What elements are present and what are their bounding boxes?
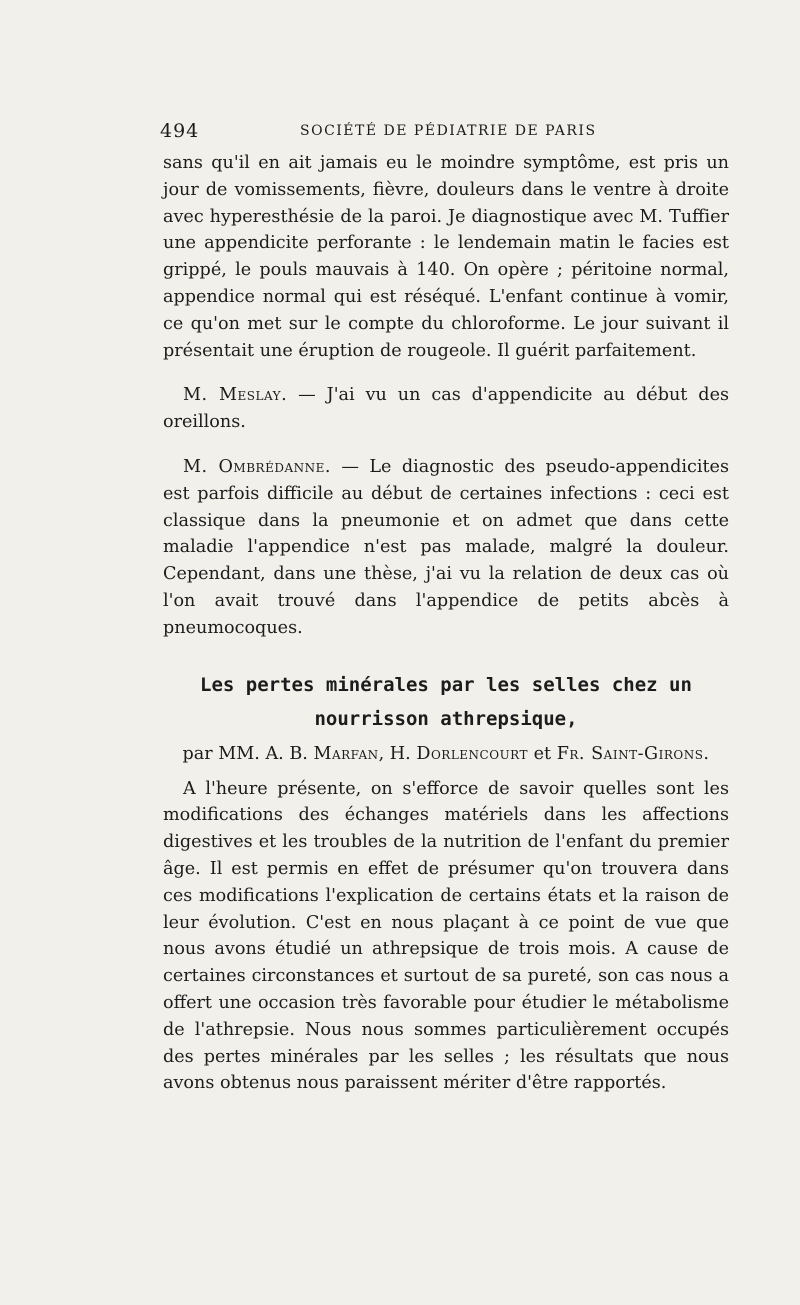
author-saint-girons: Fr. Saint-Girons. [556, 743, 710, 764]
speaker-meslay: M. Meslay. [183, 385, 288, 406]
authors-prefix: par MM. A. B. [182, 743, 308, 764]
ombredanne-remark: — Le diagnostic des pseudo-appendicites est parfois difficile au début de certaines infections : ceci est classique dans la pneumonie et on admet que dans cette maladie l'appendice n'est pas malade, malgré la douleur. Cependant, dans une thèse, j'ai vu la relation de deux cas où l'on avait trouvé dans l'appendice de petits abcès à pneumocoques. [163, 456, 729, 638]
page-header [160, 120, 736, 142]
paragraph-meslay [163, 382, 729, 436]
article-authors [163, 744, 729, 764]
authors-and: et [528, 743, 557, 764]
authors-sep: , H. [378, 743, 411, 764]
paragraph-ombredanne [163, 454, 729, 642]
speaker-ombredanne: M. Ombrédanne. [183, 456, 331, 477]
author-marfan: Marfan [313, 743, 379, 764]
article-title-line2: nourrisson athrepsique, [314, 707, 578, 730]
page-body [163, 150, 729, 1097]
article-body: A l'heure présente, on s'efforce de savoir quelles sont les modifications des échanges matériels dans les affections digestives et les troubles de la nutrition de l'enfant du premier âge. Il est permis en effet de présumer qu'on trouvera dans ces modifications l'explication de certains états et la raison de leur évolution. C'est en nous plaçant à ce point de vue que nous avons étudié un athrepsique de trois mois. A cause de certaines circonstances et surtout de sa pureté, son cas nous a offert une occasion très favorable pour étudier le métabolisme de l'athrepsie. Nous nous sommes particulièrement occupés des pertes minérales par les selles ; les résultats que nous avons obtenus nous paraissent mériter d'être rapportés. [163, 778, 729, 1094]
article-title-line1: Les pertes minérales par les selles chez un [200, 673, 692, 696]
running-head: SOCIÉTÉ DE PÉDIATRIE DE PARIS [300, 123, 597, 139]
meslay-remark: — J'ai vu un cas d'appendicite au début des oreillons. [163, 385, 730, 433]
page-number: 494 [160, 120, 200, 142]
paragraph-continuation: sans qu'il en ait jamais eu le moindre symptôme, est pris un jour de vomissements, fièvre, douleurs dans le ventre à droite avec hyperesthésie de la paroi. Je diagnostique avec M. Tuffier une appendicite perforante : le lendemain matin le facies est grippé, le pouls mauvais à 140. On opère ; péritoine normal, appendice normal qui est réséqué. L'enfant continue à vomir, ce qu'on met sur le compte du chloroforme. Le jour suivant il présentait une éruption de rougeole. Il guérit parfaitement. [163, 153, 729, 361]
author-dorlencourt: Dorlencourt [416, 743, 529, 764]
